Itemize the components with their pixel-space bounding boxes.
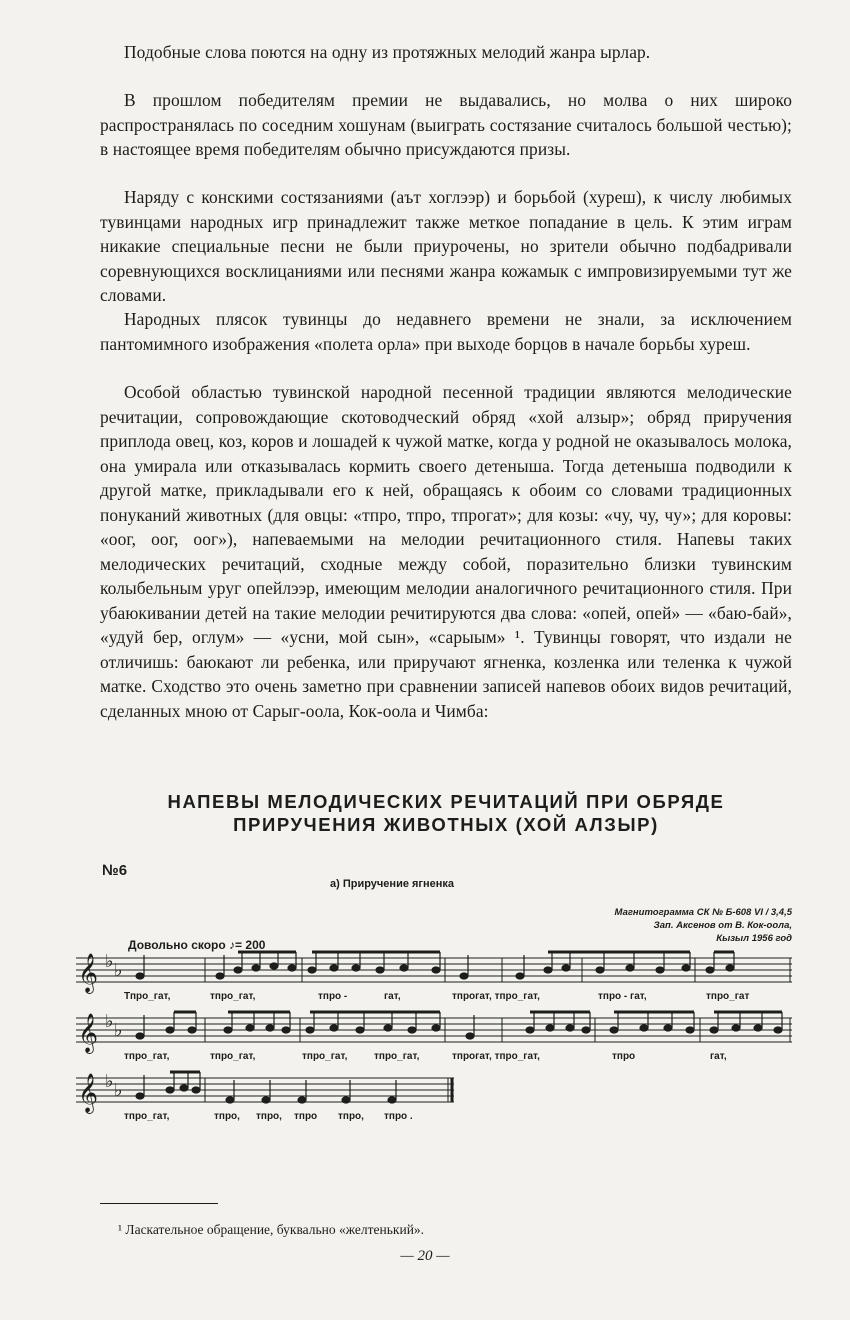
lyric: гат, [384, 991, 401, 1002]
svg-text:♭: ♭ [105, 1011, 114, 1032]
source-line-3: Кызыл 1956 год [716, 933, 792, 944]
lyric: тпрогат, тпро_гат, [452, 1051, 540, 1062]
lyric: тпро, [214, 1111, 240, 1122]
treble-clef-icon: 𝄞 [78, 1013, 99, 1053]
lyric: тпрогат, тпро_гат, [452, 991, 540, 1002]
paragraph-2: В прошлом победителям премии не выдавались, но молва о них широко распространялась по соседним хошунам (выиграть состязание считалось большой честью); в настоящее время победителям обычно присуждаются призы. [100, 90, 792, 159]
paragraph-4: Народных плясок тувинцы до недавнего времени не знали, за исключением пантомимного изображения «полета орла» при выходе борцов в начале борьбы хуреш. [100, 309, 792, 354]
svg-text:♭: ♭ [114, 1020, 123, 1041]
lyric: тпро . [384, 1111, 413, 1122]
page-number: — 20 — [400, 1248, 450, 1264]
lyric: Тпро_гат, [124, 991, 171, 1002]
notes-row-2 [136, 1012, 782, 1039]
notes-row-1 [136, 952, 734, 979]
tempo-text: Довольно скоро [128, 938, 226, 952]
example-number: №6 [102, 862, 128, 879]
lyric: тпро_гат, [124, 1051, 170, 1062]
lyric: тпро_гат, [210, 991, 256, 1002]
lyric: тпро [612, 1051, 636, 1062]
lyric: тпро, [256, 1111, 282, 1122]
notes-row-3 [136, 1072, 396, 1103]
lyric: тпро_гат, [210, 1051, 256, 1062]
paragraph-5: Особой областью тувинской народной песенной традиции являются мелодические речитации, сопровождающие скотоводческий обряд «хой алзыр»; обряд приручения приплода овец, коз, коров и лошадей к чужой матке, когда у родной не оказывалось молока, она умирала или отказывалась кормить своего детеныша. Тогда детеныша подводили к другой матке, прикладывали его к ней, обращаясь к обоим со словами традиционных понуканий животных (для овцы: «тпро, тпро, тпрогат»; для козы: «чу, чу, чу»; для коровы: «оог, оог, оог»), напеваемыми на мелодии речитационного стиля. Напевы таких мелодических речитаций, сходные между собой, поразительно близки тувинским колыбельным уруг опейлээр, имеющим мелодии аналогичного речитационного стиля. При убаюкивании детей на такие мелодии речитируются два слова: «опей, опей» — «баю-бай», «удуй бер, оглум» — «усни, мой сын», «сарыым» ¹. Тувинцы говорят, что издали не отличишь: баюкают ли ребенка, или приручают ягненка, козленка или теленка к чужой матке. Сходство это очень заметно при сравнении записей напевов обоих видов речитаций, сделанных мною от Сарыг-оола, Кок-оола и Чимба: [100, 382, 792, 721]
heading-line-1: НАПЕВЫ МЕЛОДИЧЕСКИХ РЕЧИТАЦИЙ ПРИ ОБРЯДЕ [167, 791, 725, 812]
metronome-mark: ♪= 200 [229, 938, 266, 952]
lyric: тпро, [338, 1111, 364, 1122]
lyric: тпро_гат, [374, 1051, 420, 1062]
paragraph-3: Наряду с конскими состязаниями (аът хоглээр) и борьбой (хуреш), к числу любимых тувинцами народных игр принадлежит также меткое попадание в цель. К этим играм никакие специальные песни не были приурочены, но зрители обычно подбадривали соревнующихся восклицаниями или песнями жанра кожамык с импровизируемыми тут же словами. [100, 187, 792, 305]
lyric: тпро_гат, [124, 1111, 170, 1122]
svg-text:♭: ♭ [105, 1071, 114, 1092]
lyric: тпро - [318, 991, 348, 1002]
treble-clef-icon: 𝄞 [78, 953, 99, 993]
svg-text:♭: ♭ [105, 951, 114, 972]
lyric: тпро_гат, [302, 1051, 348, 1062]
treble-clef-icon: 𝄞 [78, 1073, 99, 1113]
lyric: тпро [294, 1111, 318, 1122]
svg-text:♭: ♭ [114, 1080, 123, 1101]
footnote: ¹ Ласкательное обращение, буквально «желтенький». [118, 1222, 425, 1237]
svg-text:♭: ♭ [114, 960, 123, 981]
lyric: тпро_гат [706, 991, 750, 1002]
heading-line-2: ПРИРУЧЕНИЯ ЖИВОТНЫХ (ХОЙ АЛЗЫР) [233, 814, 659, 835]
lyric: гат, [710, 1051, 727, 1062]
source-line-2: Зап. Аксенов от В. Кок-оола, [653, 920, 792, 931]
paragraph-1: Подобные слова поются на одну из протяжных мелодий жанра ырлар. [124, 42, 651, 62]
source-line-1: Магнитограмма СК № Б-608 VI / 3,4,5 [614, 907, 792, 918]
footnote-divider [100, 1203, 218, 1204]
example-subtitle: а) Приручение ягненка [330, 878, 455, 890]
lyric: тпро - гат, [598, 991, 647, 1002]
